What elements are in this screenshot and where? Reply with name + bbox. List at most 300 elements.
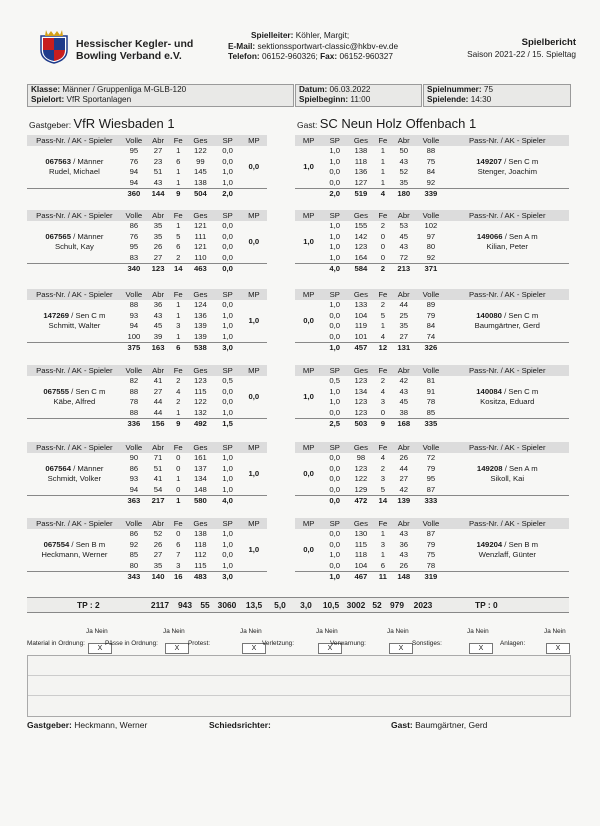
column-header: Abr xyxy=(391,442,416,453)
score-cell: 35 xyxy=(399,321,409,331)
score-cell: 75 xyxy=(426,550,436,560)
age-class: Sen C m xyxy=(75,310,106,320)
empty-cell xyxy=(241,496,267,507)
sum-cell: 131 xyxy=(391,343,416,354)
sum-cell: 144 xyxy=(146,189,170,200)
score-cell: 138 xyxy=(193,529,207,538)
score-cell: 79 xyxy=(426,539,436,549)
score-cell: 100 xyxy=(127,331,141,341)
score-cell: 1,0 xyxy=(329,231,341,241)
column-header: SP xyxy=(322,135,347,146)
column-header: Fe xyxy=(374,289,391,300)
score-cell: 42 xyxy=(399,376,409,385)
score-cell: 1,0 xyxy=(222,310,233,320)
score-cell: 122 xyxy=(193,146,207,155)
score-cell: 1 xyxy=(176,177,181,187)
score-cell: 79 xyxy=(426,463,436,473)
score-cell: 78 xyxy=(129,397,139,407)
score-cell: 26 xyxy=(399,453,409,462)
check-mark: X xyxy=(318,643,342,654)
score-cell: 27 xyxy=(153,550,163,560)
score-cell: 5 xyxy=(176,231,181,241)
score-cell: 93 xyxy=(129,474,139,484)
sum-cell: 140 xyxy=(146,572,170,583)
score-cell: 35 xyxy=(153,221,163,230)
score-cell: 1 xyxy=(380,177,385,187)
score-cell: 0,0 xyxy=(329,529,341,538)
column-header: Fe xyxy=(374,365,391,376)
sum-cell: 168 xyxy=(391,419,416,430)
score-cell: 1,0 xyxy=(222,463,233,473)
player-name: Schmidt, Volker xyxy=(47,474,102,484)
away-total-abr: 979 xyxy=(390,600,404,610)
throw-row xyxy=(295,300,569,311)
score-cell: 1 xyxy=(176,221,181,230)
score-cell: 90 xyxy=(129,453,139,462)
check-mark: X xyxy=(469,643,493,654)
column-header: Fe xyxy=(170,365,186,376)
score-cell: 1 xyxy=(380,167,385,177)
score-cell: 129 xyxy=(354,484,368,494)
column-header: MP xyxy=(295,210,322,221)
score-cell: 4 xyxy=(380,453,385,462)
pass-number: 140080 xyxy=(476,310,502,320)
score-cell: 0 xyxy=(380,252,385,262)
score-cell: 86 xyxy=(129,463,139,473)
score-cell: 94 xyxy=(129,321,139,331)
score-cell: 87 xyxy=(426,529,436,538)
age-class: Sen C m xyxy=(75,386,106,396)
sum-cell: 2 xyxy=(374,264,391,275)
check-mark: X xyxy=(88,643,112,654)
home-mp-cell: 1,0 xyxy=(248,544,260,554)
score-cell: 6 xyxy=(380,560,385,570)
score-cell: 0,5 xyxy=(329,376,341,385)
score-cell: 102 xyxy=(424,221,438,230)
column-header: Pass-Nr. / AK - Spieler xyxy=(27,518,122,529)
score-cell: 27 xyxy=(153,146,163,155)
away-mp-cell: 1,0 xyxy=(303,391,314,401)
home-player-cell: 067554 / Sen B m Heckmann, Werner xyxy=(27,529,122,572)
away-signature-label: Gast: xyxy=(391,720,413,730)
column-header: Fe xyxy=(374,210,391,221)
score-cell: 112 xyxy=(194,550,207,560)
score-cell: 94 xyxy=(129,177,139,187)
pass-number: 149208 xyxy=(476,463,503,473)
score-cell: 88 xyxy=(129,386,139,396)
score-cell: 138 xyxy=(193,177,207,187)
score-cell: 1,0 xyxy=(222,167,233,177)
age-class: Sen A m xyxy=(509,231,538,241)
score-cell: 0,0 xyxy=(222,550,233,560)
score-cell: 26 xyxy=(399,560,409,570)
datum-value: 06.03.2022 xyxy=(329,85,371,94)
yes-no-header: Ja Nein xyxy=(316,628,338,635)
throw-row xyxy=(295,221,569,232)
column-header: Fe xyxy=(170,518,186,529)
check-box[interactable] xyxy=(165,637,189,655)
email-label: E-Mail: xyxy=(228,40,256,51)
column-header: Pass-Nr. / AK - Spieler xyxy=(446,365,569,376)
score-cell: 130 xyxy=(354,529,368,538)
score-cell: 1,0 xyxy=(329,252,341,262)
score-cell: 5 xyxy=(380,310,385,320)
away-block-2 xyxy=(295,210,569,275)
match-info-right xyxy=(423,84,571,107)
score-cell: 161 xyxy=(193,453,207,462)
score-cell: 1 xyxy=(176,146,181,155)
score-cell: 104 xyxy=(354,560,368,570)
away-mp-cell: 0,0 xyxy=(303,544,314,554)
age-class: Sen C m xyxy=(508,156,539,166)
away-player-cell: 149066 / Sen A m Kilian, Peter xyxy=(446,221,569,264)
column-header: Volle xyxy=(122,135,146,146)
score-cell: 45 xyxy=(399,397,409,407)
score-cell: 123 xyxy=(354,376,368,385)
score-cell: 155 xyxy=(354,221,368,230)
player-name: Kositza, Eduard xyxy=(480,397,535,407)
spielort-value: VfR Sportanlagen xyxy=(66,95,132,104)
column-header: Abr xyxy=(146,518,170,529)
score-cell: 36 xyxy=(399,539,409,549)
score-cell: 1,0 xyxy=(222,453,233,462)
check-label: Pässe in Ordnung: xyxy=(105,640,158,647)
sum-cell: 375 xyxy=(122,343,146,354)
score-cell: 110 xyxy=(194,252,207,262)
sum-row xyxy=(27,419,267,430)
column-header: Abr xyxy=(391,135,416,146)
column-header: Ges xyxy=(186,365,214,376)
home-total-abr: 943 xyxy=(178,600,192,610)
home-block-5 xyxy=(27,442,267,507)
throw-row xyxy=(27,529,267,540)
throw-row xyxy=(27,146,267,157)
player-name: Heckmann, Werner xyxy=(41,550,108,560)
telefon-value: 06152-960326; xyxy=(261,51,318,61)
score-cell: 51 xyxy=(153,463,163,473)
home-signature-name: Heckmann, Werner xyxy=(74,720,148,730)
player-name: Rudel, Michael xyxy=(48,167,100,177)
empty-cell xyxy=(241,572,267,583)
away-signature-name: Baumgärtner, Gerd xyxy=(415,720,488,730)
score-cell: 136 xyxy=(354,167,368,177)
score-cell: 6 xyxy=(176,156,181,166)
sum-cell: 319 xyxy=(416,572,445,583)
check-mark: X xyxy=(546,643,570,654)
score-cell: 72 xyxy=(426,453,436,462)
spielbeginn-value: 11:00 xyxy=(350,95,371,104)
empty-cell xyxy=(27,343,122,354)
column-header: Volle xyxy=(416,518,445,529)
sum-cell: 4,0 xyxy=(322,264,347,275)
score-cell: 71 xyxy=(153,453,163,462)
column-header: SP xyxy=(322,365,347,376)
score-cell: 44 xyxy=(399,463,409,473)
score-cell: 27 xyxy=(399,474,409,484)
score-cell: 148 xyxy=(193,484,207,494)
yes-no-header: Ja Nein xyxy=(163,628,185,635)
empty-cell xyxy=(295,343,322,354)
away-total-fe: 52 xyxy=(372,600,382,610)
score-cell: 74 xyxy=(426,331,436,341)
empty-cell xyxy=(446,343,569,354)
score-cell: 164 xyxy=(354,252,368,262)
sum-cell: 11 xyxy=(374,572,391,583)
check-box[interactable] xyxy=(389,637,413,655)
score-cell: 1 xyxy=(380,156,385,166)
sum-cell: 180 xyxy=(391,189,416,200)
score-cell: 118 xyxy=(354,156,367,166)
score-cell: 98 xyxy=(356,453,366,462)
away-player-cell: 140084 / Sen C m Kositza, Eduard xyxy=(446,376,569,419)
pass-number: 147269 xyxy=(43,310,70,320)
empty-cell xyxy=(241,419,267,430)
column-header: SP xyxy=(215,210,241,221)
sum-cell: 483 xyxy=(186,572,214,583)
score-cell: 124 xyxy=(193,300,207,309)
throw-row xyxy=(27,376,267,387)
score-cell: 0,0 xyxy=(222,300,233,309)
away-total-mp: 3,0 xyxy=(300,600,312,610)
sum-cell: 472 xyxy=(347,496,374,507)
column-header: MP xyxy=(241,365,267,376)
score-cell: 2 xyxy=(176,252,181,262)
sum-cell: 9 xyxy=(170,189,186,200)
column-header: Volle xyxy=(416,135,445,146)
score-cell: 81 xyxy=(426,376,436,385)
score-cell: 91 xyxy=(426,386,436,396)
throw-row xyxy=(27,453,267,464)
sum-row xyxy=(27,189,267,200)
player-name: Käbe, Alfred xyxy=(53,397,96,407)
check-label: Sonstiges: xyxy=(412,640,442,647)
score-cell: 115 xyxy=(194,560,207,570)
yes-no-header: Ja Nein xyxy=(387,628,409,635)
score-cell: 0,0 xyxy=(222,397,233,407)
away-player-cell: 149208 / Sen A m Sikoll, Kai xyxy=(446,453,569,496)
score-cell: 1,0 xyxy=(222,321,233,331)
away-team-label: Gast: xyxy=(297,120,318,130)
sum-cell: 519 xyxy=(347,189,374,200)
empty-cell xyxy=(446,496,569,507)
away-player-cell: 149207 / Sen C m Stenger, Joachim xyxy=(446,146,569,189)
score-cell: 0,0 xyxy=(329,407,341,417)
score-cell: 1,0 xyxy=(329,221,341,230)
score-cell: 92 xyxy=(426,252,436,262)
empty-cell xyxy=(295,572,322,583)
away-tp: TP : 0 xyxy=(475,600,498,610)
column-header: Pass-Nr. / AK - Spieler xyxy=(27,135,122,146)
column-header: Volle xyxy=(122,442,146,453)
sum-cell: 333 xyxy=(416,496,445,507)
pass-number: 067555 xyxy=(43,386,70,396)
home-player-cell: 147269 / Sen C m Schmitt, Walter xyxy=(27,300,122,343)
score-cell: 92 xyxy=(129,539,139,549)
score-cell: 123 xyxy=(193,376,207,385)
column-header: MP xyxy=(241,135,267,146)
column-header: Ges xyxy=(347,135,374,146)
sum-row xyxy=(295,496,569,507)
score-cell: 43 xyxy=(399,156,409,166)
column-header: SP xyxy=(215,289,241,300)
empty-cell xyxy=(27,572,122,583)
column-header: Volle xyxy=(416,289,445,300)
column-header: Pass-Nr. / AK - Spieler xyxy=(446,442,569,453)
score-cell: 80 xyxy=(426,242,436,252)
pass-number: 067565 xyxy=(45,231,71,241)
score-cell: 0,0 xyxy=(222,156,233,166)
home-team-label: Gastgeber: xyxy=(29,120,72,130)
sum-cell: 336 xyxy=(122,419,146,430)
away-team xyxy=(297,116,476,131)
column-header: Ges xyxy=(186,289,214,300)
column-header: Ges xyxy=(186,135,214,146)
sum-cell: 9 xyxy=(170,419,186,430)
pass-number: 149204 xyxy=(476,539,503,549)
away-mp-cell: 1,0 xyxy=(303,161,314,171)
throw-row xyxy=(295,453,569,464)
sum-cell: 580 xyxy=(186,496,214,507)
score-cell: 80 xyxy=(129,560,139,570)
score-cell: 1,0 xyxy=(222,177,233,187)
sum-cell: 360 xyxy=(122,189,146,200)
player-name: Schmitt, Walter xyxy=(48,321,101,331)
score-cell: 6 xyxy=(176,242,181,252)
column-header: Volle xyxy=(122,365,146,376)
column-header: Pass-Nr. / AK - Spieler xyxy=(446,135,569,146)
score-cell: 0,0 xyxy=(329,560,341,570)
score-cell: 3 xyxy=(380,474,385,484)
score-cell: 85 xyxy=(129,550,139,560)
empty-cell xyxy=(295,419,322,430)
score-cell: 111 xyxy=(194,231,207,241)
score-cell: 84 xyxy=(426,167,436,177)
column-header: Volle xyxy=(122,518,146,529)
score-cell: 1,0 xyxy=(329,156,341,166)
score-cell: 45 xyxy=(153,321,163,331)
score-cell: 123 xyxy=(354,463,368,473)
age-class: Männer xyxy=(77,463,104,473)
score-cell: 115 xyxy=(354,539,367,549)
score-cell: 1,0 xyxy=(329,397,341,407)
column-header: Abr xyxy=(391,365,416,376)
sum-row xyxy=(295,189,569,200)
score-cell: 41 xyxy=(153,474,163,484)
score-cell: 137 xyxy=(193,463,207,473)
column-header: SP xyxy=(215,442,241,453)
sum-cell: 335 xyxy=(416,419,445,430)
sum-row xyxy=(27,572,267,583)
score-cell: 122 xyxy=(354,474,368,484)
score-cell: 142 xyxy=(354,231,368,241)
score-cell: 83 xyxy=(129,252,139,262)
player-name: Baumgärtner, Gerd xyxy=(474,321,540,331)
check-mark: X xyxy=(165,643,189,654)
score-cell: 145 xyxy=(193,167,207,177)
column-header: MP xyxy=(295,135,322,146)
organisation-name xyxy=(76,38,193,62)
score-cell: 5 xyxy=(380,484,385,494)
score-cell: 1,0 xyxy=(222,560,233,570)
klasse-label: Klasse: xyxy=(31,85,61,94)
throw-row xyxy=(295,376,569,387)
score-cell: 4 xyxy=(380,331,385,341)
away-team-name: SC Neun Holz Offenbach 1 xyxy=(319,116,477,131)
score-cell: 7 xyxy=(176,550,181,560)
throw-row xyxy=(27,300,267,311)
home-total-fe: 55 xyxy=(200,600,210,610)
sum-cell: 123 xyxy=(146,264,170,275)
remarks-area xyxy=(27,655,571,717)
score-cell: 50 xyxy=(399,146,409,155)
score-cell: 86 xyxy=(129,529,139,538)
score-cell: 1,0 xyxy=(329,242,341,252)
throw-row xyxy=(295,529,569,540)
score-cell: 127 xyxy=(354,177,368,187)
sum-cell: 492 xyxy=(186,419,214,430)
column-header: Abr xyxy=(146,442,170,453)
away-total-ges: 3002 xyxy=(346,600,366,610)
column-header: Abr xyxy=(146,135,170,146)
column-header: Fe xyxy=(170,442,186,453)
away-player-cell: 149204 / Sen B m Wenzlaff, Günter xyxy=(446,529,569,572)
score-cell: 1 xyxy=(380,321,385,331)
check-box[interactable] xyxy=(546,637,570,655)
score-cell: 0 xyxy=(380,407,385,417)
score-cell: 76 xyxy=(129,156,139,166)
pass-number: 149066 xyxy=(476,231,503,241)
telefon-label: Telefon: xyxy=(228,51,260,61)
score-cell: 1,0 xyxy=(329,146,341,155)
score-cell: 36 xyxy=(153,300,163,309)
sum-cell: 3,0 xyxy=(215,343,241,354)
pass-number: 140084 xyxy=(476,386,502,396)
empty-cell xyxy=(446,264,569,275)
column-header: Abr xyxy=(146,365,170,376)
score-cell: 118 xyxy=(194,539,207,549)
score-cell: 1 xyxy=(176,331,181,341)
score-cell: 139 xyxy=(193,331,207,341)
column-header: Abr xyxy=(146,289,170,300)
column-header: Fe xyxy=(374,518,391,529)
sum-row xyxy=(295,264,569,275)
score-cell: 94 xyxy=(129,484,139,494)
score-cell: 0,0 xyxy=(329,310,341,320)
score-cell: 134 xyxy=(193,474,207,484)
empty-cell xyxy=(446,189,569,200)
column-header: SP xyxy=(322,210,347,221)
column-header: Pass-Nr. / AK - Spieler xyxy=(27,442,122,453)
score-cell: 139 xyxy=(193,321,207,331)
empty-cell xyxy=(295,189,322,200)
empty-cell xyxy=(241,343,267,354)
home-tp: TP : 2 xyxy=(77,600,100,610)
sum-cell: 4 xyxy=(374,189,391,200)
sum-cell: 371 xyxy=(416,264,445,275)
empty-cell xyxy=(446,572,569,583)
org-line-2: Bowling Verband e.V. xyxy=(76,50,182,62)
sum-cell: 14 xyxy=(170,264,186,275)
check-box[interactable] xyxy=(469,637,493,655)
empty-cell xyxy=(241,189,267,200)
spielnummer-value: 75 xyxy=(483,85,493,94)
column-header: MP xyxy=(241,289,267,300)
check-mark: X xyxy=(389,643,413,654)
datum-label: Datum: xyxy=(299,85,328,94)
column-header: SP xyxy=(215,518,241,529)
home-block-6 xyxy=(27,518,267,583)
age-class: Sen A m xyxy=(509,463,538,473)
